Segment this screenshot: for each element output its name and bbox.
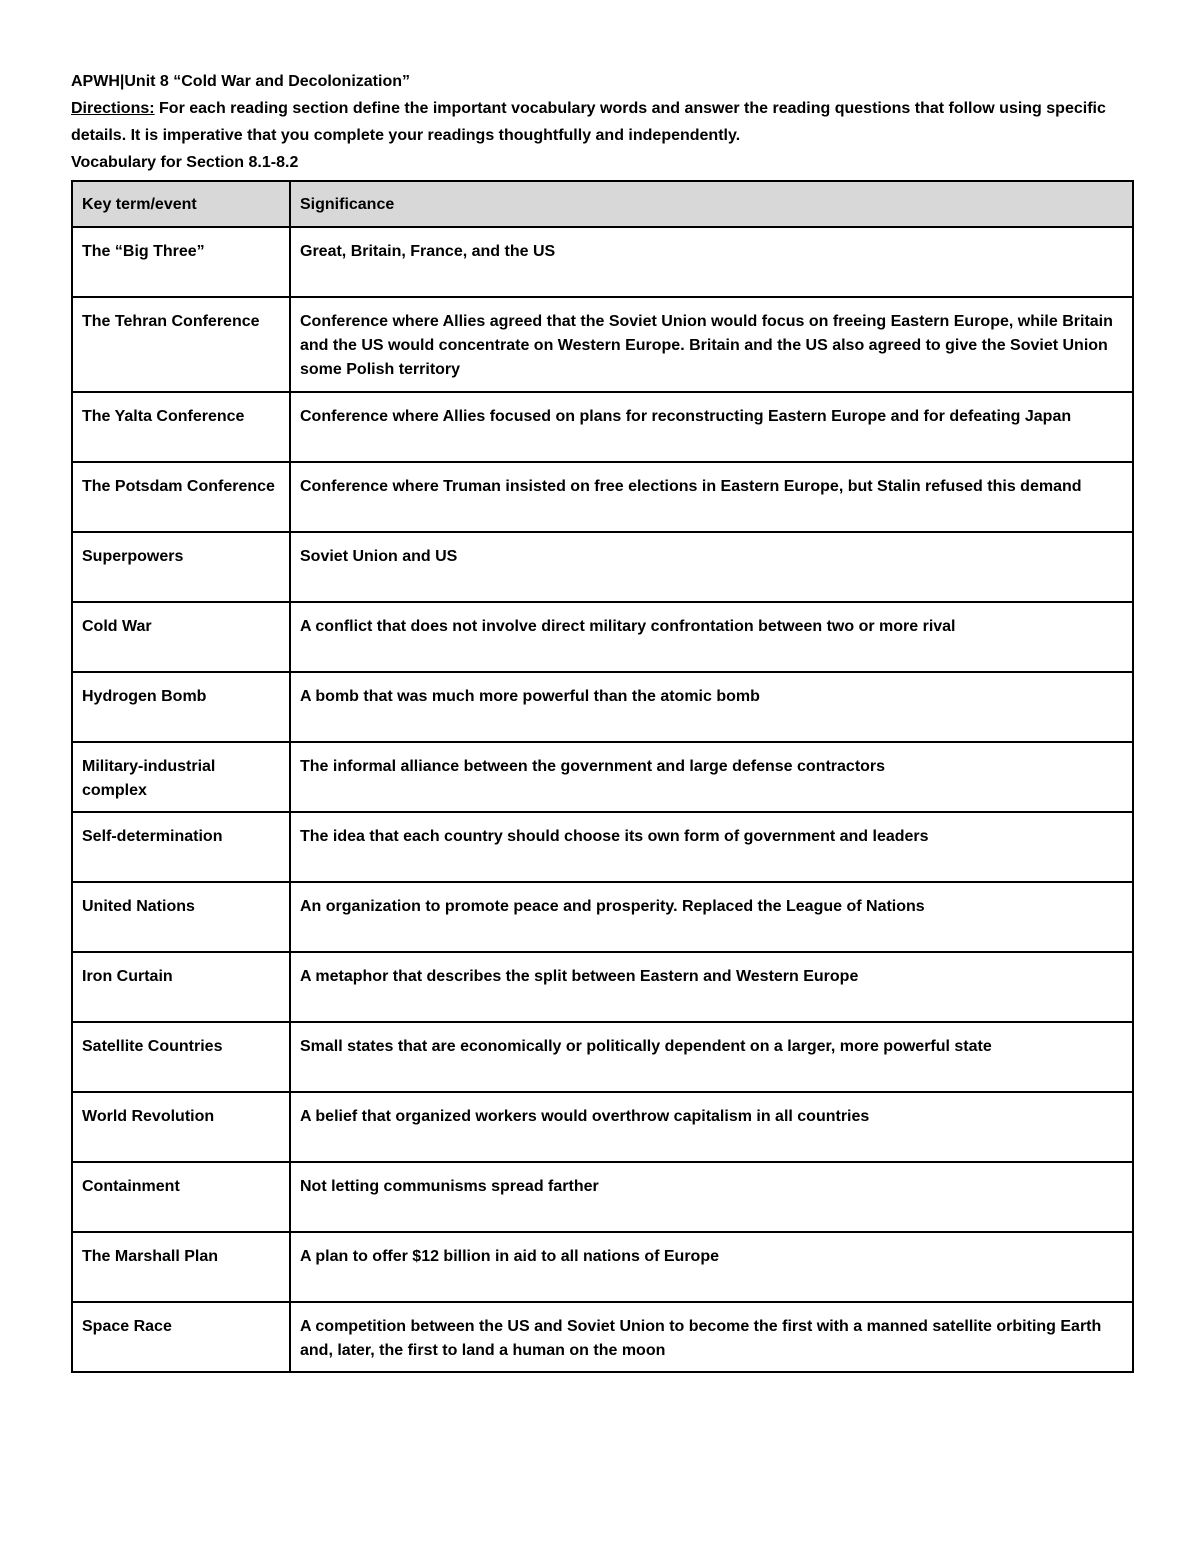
- significance-cell: An organization to promote peace and prosperity. Replaced the League of Nations: [290, 882, 1133, 952]
- directions-label: Directions:: [71, 100, 155, 117]
- term-cell: The Tehran Conference: [72, 297, 290, 392]
- significance-cell: A metaphor that describes the split between Eastern and Western Europe: [290, 952, 1133, 1022]
- significance-cell: Not letting communisms spread farther: [290, 1162, 1133, 1232]
- significance-cell: Conference where Truman insisted on free elections in Eastern Europe, but Stalin refused this demand: [290, 462, 1133, 532]
- term-cell: The Yalta Conference: [72, 392, 290, 462]
- directions-text: For each reading section define the important vocabulary words and answer the reading questions that follow using specific details. It is imperative that you complete your readings thoughtfully and independently.: [71, 100, 1106, 144]
- table-row: [72, 812, 1133, 882]
- table-row: [72, 1302, 1133, 1372]
- table-row: [72, 1232, 1133, 1302]
- document-header: [71, 68, 1131, 176]
- table-row: [72, 952, 1133, 1022]
- significance-cell: Soviet Union and US: [290, 532, 1133, 602]
- column-header-significance: Significance: [290, 181, 1133, 227]
- table-row: [72, 297, 1133, 392]
- table-row: [72, 1162, 1133, 1232]
- significance-cell: The idea that each country should choose its own form of government and leaders: [290, 812, 1133, 882]
- term-cell: Satellite Countries: [72, 1022, 290, 1092]
- term-cell: Cold War: [72, 602, 290, 672]
- term-cell: The Marshall Plan: [72, 1232, 290, 1302]
- table-row: [72, 532, 1133, 602]
- term-cell: Containment: [72, 1162, 290, 1232]
- term-cell: United Nations: [72, 882, 290, 952]
- table-header-row: [72, 181, 1133, 227]
- document-title: APWH|Unit 8 “Cold War and Decolonization”: [71, 73, 410, 90]
- section-title: Vocabulary for Section 8.1-8.2: [71, 154, 299, 171]
- table-row: [72, 1022, 1133, 1092]
- significance-cell: A bomb that was much more powerful than the atomic bomb: [290, 672, 1133, 742]
- significance-cell: Conference where Allies focused on plans for reconstructing Eastern Europe and for defeating Japan: [290, 392, 1133, 462]
- table-row: [72, 672, 1133, 742]
- significance-cell: The informal alliance between the government and large defense contractors: [290, 742, 1133, 812]
- table-row: [72, 227, 1133, 297]
- table-row: [72, 742, 1133, 812]
- column-header-term: Key term/event: [72, 181, 290, 227]
- table-row: [72, 462, 1133, 532]
- term-cell: The “Big Three”: [72, 227, 290, 297]
- term-cell: Iron Curtain: [72, 952, 290, 1022]
- term-cell: Superpowers: [72, 532, 290, 602]
- table-row: [72, 392, 1133, 462]
- term-cell: Military-industrial complex: [72, 742, 290, 812]
- significance-cell: Conference where Allies agreed that the Soviet Union would focus on freeing Eastern Europe, while Britain and the US would concentrate on Western Europe. Britain and the US also agreed to give the Soviet Union some Polish territory: [290, 297, 1133, 392]
- term-cell: Hydrogen Bomb: [72, 672, 290, 742]
- significance-cell: Great, Britain, France, and the US: [290, 227, 1133, 297]
- term-cell: The Potsdam Conference: [72, 462, 290, 532]
- term-cell: Self-determination: [72, 812, 290, 882]
- table-row: [72, 882, 1133, 952]
- significance-cell: A competition between the US and Soviet Union to become the first with a manned satellite orbiting Earth and, later, the first to land a human on the moon: [290, 1302, 1133, 1372]
- significance-cell: Small states that are economically or politically dependent on a larger, more powerful state: [290, 1022, 1133, 1092]
- significance-cell: A belief that organized workers would overthrow capitalism in all countries: [290, 1092, 1133, 1162]
- term-cell: World Revolution: [72, 1092, 290, 1162]
- significance-cell: A conflict that does not involve direct military confrontation between two or more rival: [290, 602, 1133, 672]
- significance-cell: A plan to offer $12 billion in aid to all nations of Europe: [290, 1232, 1133, 1302]
- table-row: [72, 1092, 1133, 1162]
- vocabulary-table: [71, 180, 1134, 1373]
- term-cell: Space Race: [72, 1302, 290, 1372]
- directions-paragraph: [71, 95, 1111, 149]
- table-row: [72, 602, 1133, 672]
